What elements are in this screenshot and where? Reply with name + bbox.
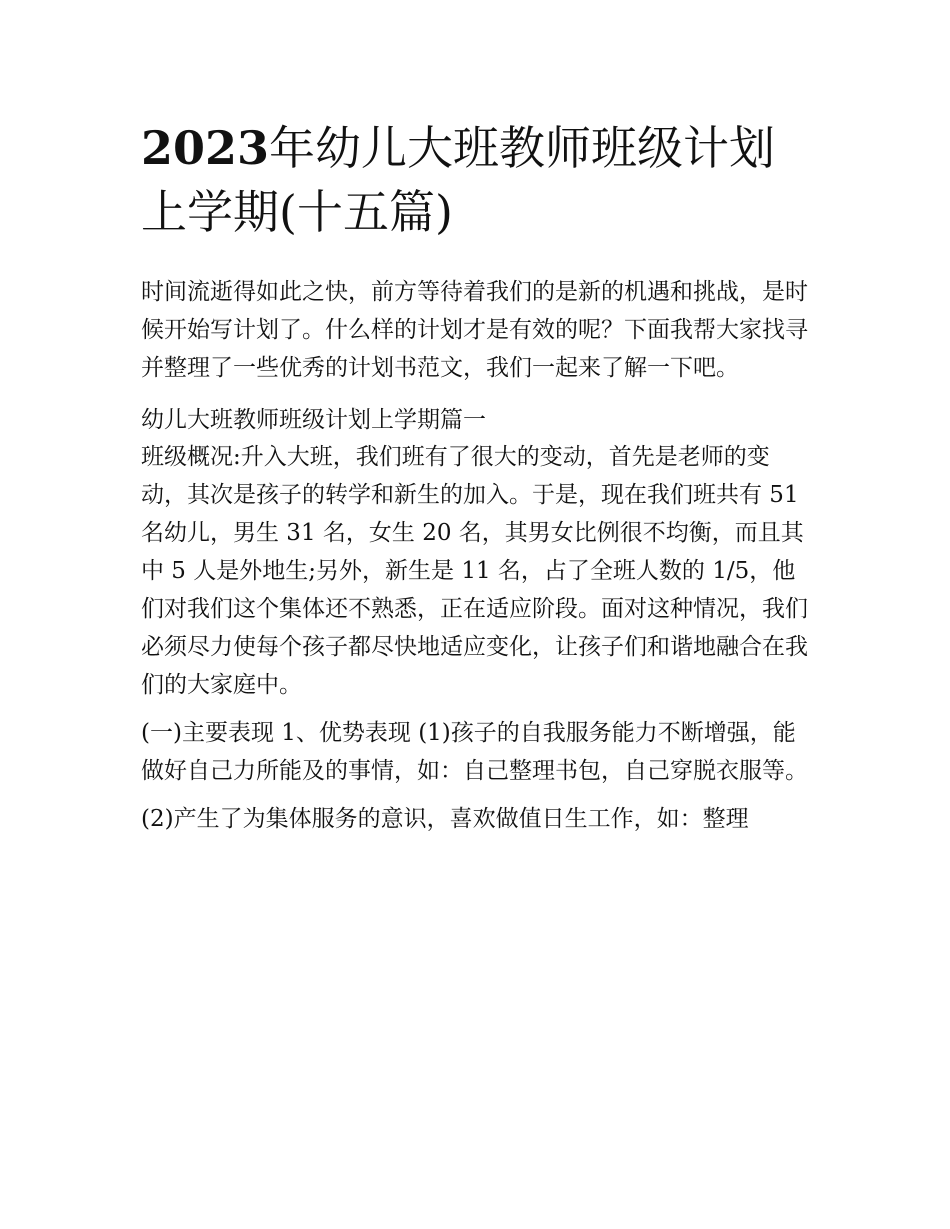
intro-paragraph: 时间流逝得如此之快，前方等待着我们的是新的机遇和挑战，是时候开始写计划了。什么样的计划才是有效的呢？下面我帮大家找寻并整理了一些优秀的计划书范文，我们一起来了解一下吧。 — [141, 279, 808, 381]
section-heading: 幼儿大班教师班级计划上学期篇一 — [141, 407, 486, 433]
document-page — [141, 116, 813, 838]
paragraph-service-awareness: (2)产生了为集体服务的意识，喜欢做值日生工作，如：整理 — [141, 806, 749, 832]
paragraph-strengths: (一)主要表现 1、优势表现 (1)孩子的自我服务能力不断增强，能做好自己力所能及的事情，如：自己整理书包，自己穿脱衣服等。 — [141, 720, 808, 784]
title-year: 2023 — [141, 121, 270, 175]
title-line2: 上学期(十五篇) — [141, 185, 453, 239]
title-line1-rest: 年幼儿大班教师班级计划 — [269, 121, 776, 175]
document-title — [141, 116, 813, 244]
paragraph-class-overview: 班级概况:升入大班，我们班有了很大的变动，首先是老师的变动，其次是孩子的转学和新生的加入。于是，现在我们班共有 51 名幼儿，男生 31 名，女生 20 名，其男女比例很不均衡，而且其中 5 人是外地生;另外，新生是 11 名，占了全班人数的 1/5，他们对我们这个集体还不熟悉，正在适应阶段。面对这种情况，我们必须尽力使每个孩子都尽快地适应变化，让孩子们和谐地融合在我们的大家庭中。 — [141, 444, 808, 698]
